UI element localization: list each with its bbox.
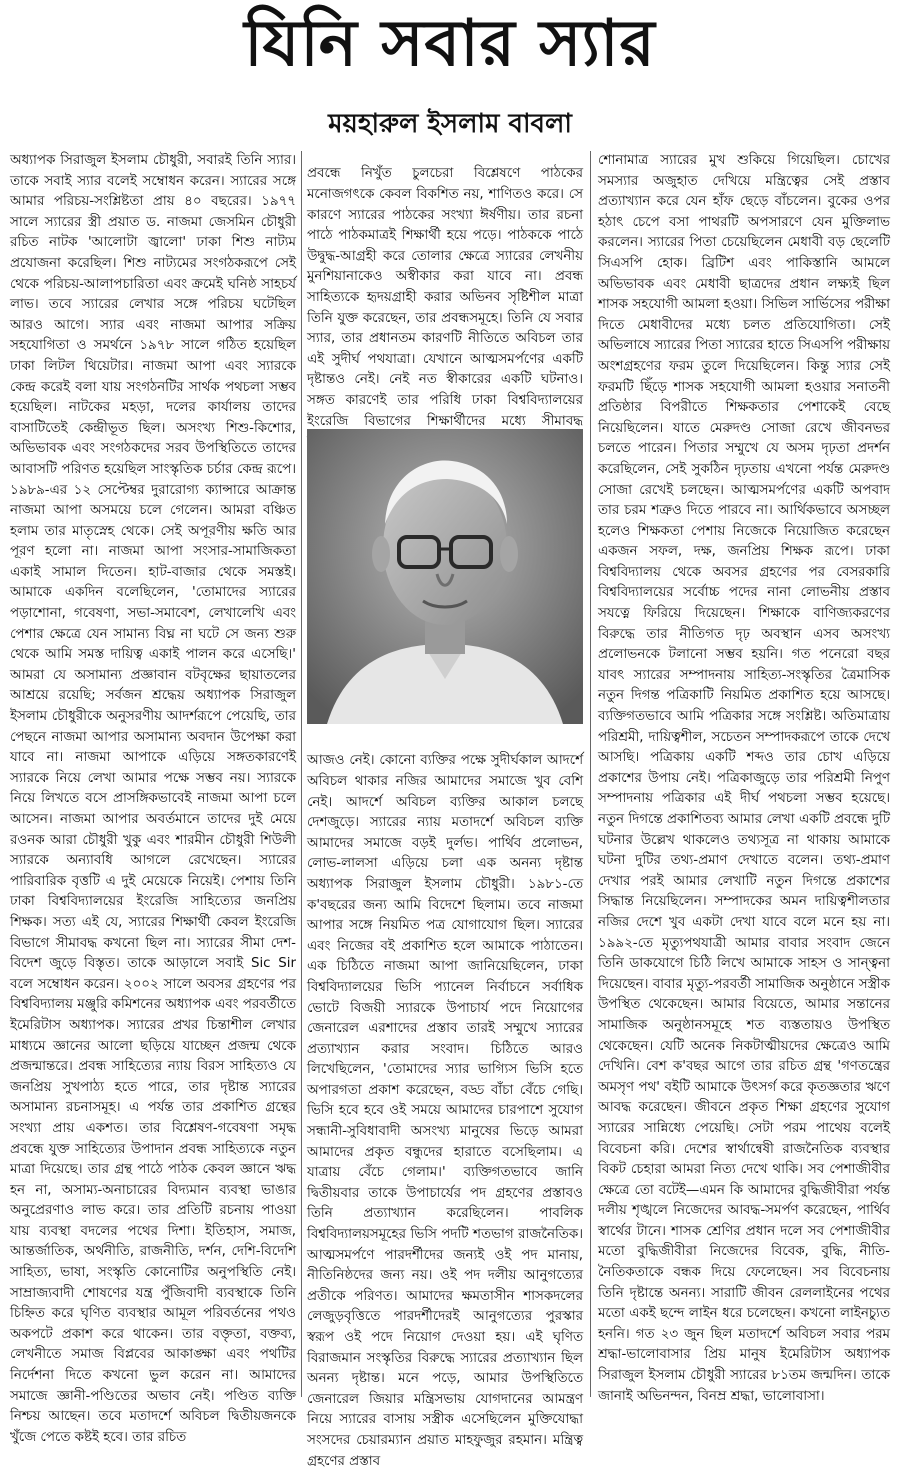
article-byline: ময়হারুল ইসলাম বাবলা (328, 109, 572, 139)
author-portrait-photo (307, 429, 583, 724)
column-divider (301, 151, 302, 1397)
article-title: যিনি সবার স্যার (244, 7, 656, 81)
portrait-image (307, 429, 583, 724)
column-2-bottom-text: আজও নেই। কোনো ব্যক্তির পক্ষে সুদীর্ঘকাল আদর্শে অবিচল থাকার নজির আমাদের সমাজে খুব বেশি নেই। আদর্শে অবিচল ব্যক্তির আকাল চলছে দেশজুড়ে। স্যারের ন্যায় মতাদর্শে অবিচল ব্যক্তি আমাদের সমাজে বড়ই দুর্লভ। পার্থিব প্রলোভন, লোভ-লালসা এড়িয়ে চলা এক অনন্য দৃষ্টান্ত অধ্যাপক সিরাজুল ইসলাম চৌধুরী। ১৯৮১-তে ক'বছরের জন্য আমি বিদেশে ছিলাম। তবে নাজমা আপার সঙ্গে নিয়মিত পত্র যোগাযোগ ছিল। স্যারের এবং নিজের বই প্রকাশিত হলে আমাকে পাঠাতেন। এক চিঠিতে নাজমা আপা জানিয়েছিলেন, ঢাকা বিশ্ববিদ্যালয়ের ভিসি প্যানেল নির্বাচনে সর্বাধিক ভোটে বিজয়ী স্যারকে উপাচার্য পদে নিয়োগের জেনারেল এরশাদের প্রস্তাব তারই সম্মুখে স্যারের প্রত্যাখ্যান করার সংবাদ। চিঠিতে আরও লিখেছিলেন, 'তোমাদের স্যার ভাগ্যিস ভিসি হতে অপারগতা প্রকাশ করেছেন, বড্ড বাঁচা বেঁচে গেছি। ভিসি হবে হবে ওই সময়ে আমাদের চারপাশে সুযোগ সন্ধানী-সুবিধাবাদী অসংখ্য মানুষের ভিড়ে আমরা আমাদের প্রকৃত বন্ধুদের হারাতে বসেছিলাম। এ যাত্রায় বেঁচে গেলাম।' ব্যক্তিগতভাবে জানি দ্বিতীয়বার তাকে উপাচার্যের পদ গ্রহণের প্রস্তাবও তিনি প্রত্যাখ্যান করেছিলেন। পাবলিক বিশ্ববিদ্যালয়সমূহের ভিসি পদটি শতভাগ রাজনৈতিক। আত্মসমর্পণে পারদর্শীদের জন্যই ওই পদ মানায়, নীতিনিষ্ঠদের জন্য নয়। ওই পদ দলীয় আনুগত্যের প্রতীকে পরিণত। আমাদের ক্ষমতাসীন শাসকদলের লেজুড়বৃত্তিতে পারদর্শীদেরই আনুগত্যের পুরস্কার স্বরূপ ওই পদে নিয়োগ দেওয়া হয়। এই ঘৃণিত বিরাজমান সংস্কৃতির বিরুদ্ধে স্যারের প্রত্যাখ্যান ছিল অনন্য দৃষ্টান্ত। মনে পড়ে, আমার উপস্থিতিতে জেনারেল জিয়ার মন্ত্রিসভায় যোগদানের আমন্ত্রণ নিয়ে স্যারের বাসায় সস্ত্রীক এসেছিলেন মুক্তিযোদ্ধা সংসদের চেয়ারম্যান প্রয়াত মাহফুজুর রহমান। মন্ত্রিত্ব গ্রহণের প্রস্তাব (307, 753, 583, 1469)
column-3-text: শোনামাত্র স্যারের মুখ শুকিয়ে গিয়েছিল। চোখের সমস্যার অজুহাত দেখিয়ে মন্ত্রিত্বের সেই প্রস্তাব প্রত্যাখ্যান করে যেন হাঁফ ছেড়ে বাঁচলেন। বুকের ওপর হঠাৎ চেপে বসা পাথরটি অপসারণে যেন মুক্তিলাভ করলেন। স্যারের পিতা চেয়েছিলেন মেধাবী বড় ছেলেটি সিএসপি হোক। ব্রিটিশ এবং পাকিস্তানি আমলে অভিভাবক এবং মেধাবী ছাত্রদের প্রধান লক্ষ্যই ছিল শাসক সহযোগী আমলা হওয়া। সিভিল সার্ভিসের পরীক্ষা দিতে মেধাবীদের মধ্যে চলত প্রতিযোগিতা। সেই অভিলাষে স্যারের পিতা স্যারের হাতে সিএসপি পরীক্ষায় অংশগ্রহণের ফরম তুলে দিয়েছিলেন। কিন্তু স্যার সেই ফরমটি ছিঁড়ে শাসক সহযোগী আমলা হওয়ার সনাতনী প্রতিষ্ঠার বিপরীতে শিক্ষকতার পেশাকেই বেছে নিয়েছিলেন। যাতে মেরুদণ্ড সোজা রেখে জীবনভর চলতে পারেন। পিতার সম্মুখে যে অসম দৃঢ়তা প্রদর্শন করেছিলেন, সেই সুকঠিন দৃঢ়তায় এখনো পর্যন্ত মেরুদণ্ড সোজা রেখেই চলছেন। আত্মসমর্পণের একটি অপবাদ তার চরম শত্রুও দিতে পারবে না। আর্থিকভাবে অসচ্ছল হলেও শিক্ষকতা পেশায় নিজেকে নিয়োজিত করেছেন একজন সফল, দক্ষ, জনপ্রিয় শিক্ষক রূপে। ঢাকা বিশ্ববিদ্যালয় থেকে অবসর গ্রহণের পর বেসরকারি বিশ্ববিদ্যালয়ের সর্বোচ্চ পদের নানা লোভনীয় প্রস্তাব সযত্নে ফিরিয়ে দিয়েছেন। শিক্ষাকে বাণিজ্যকরণের বিরুদ্ধে তার নীতিগত দৃঢ় অবস্থান এসব অসংখ্য প্রলোভনকে টলানো সম্ভব হয়নি। গত পনেরো বছর যাবৎ স্যারের সম্পাদনায় সাহিত্য-সংস্কৃতির ত্রৈমাসিক নতুন দিগন্ত পত্রিকাটি নিয়মিত প্রকাশিত হয়ে আসছে। ব্যক্তিগতভাবে আমি পত্রিকার সঙ্গে সংশ্লিষ্ট। অতিমাত্রায় পরিশ্রমী, দায়িত্বশীল, সচেতন সম্পাদকরূপে তাকে দেখে আসছি। পত্রিকায় একটি শব্দও তার চোখ এড়িয়ে প্রকাশের উপায় নেই। পত্রিকাজুড়ে তার পরিশ্রমী নিপুণ সম্পাদনায় পত্রিকার এই দীর্ঘ পথচলা সম্ভব হয়েছে। নতুন দিগন্তে প্রকাশিতব্য আমার লেখা একটি প্রবন্ধে দুটি ঘটনার উল্লেখ থাকলেও তথ্যসূত্র না থাকায় আমাকে ঘটনা দুটির তথ্য-প্রমাণ দেখাতে বলেন। তথ্য-প্রমাণ দেখার পরই আমার লেখাটি নতুন দিগন্তে প্রকাশের সিদ্ধান্ত নিয়েছিলেন। সম্পাদকের অমন দায়িত্বশীলতার নজির দেশে খুব একটা দেখা যাবে বলে মনে হয় না। ১৯৯২-তে মৃত্যুপথযাত্রী আমার বাবার সংবাদ জেনে তিনি ডাকযোগে চিঠি লিখে আমাকে সাহস ও সান্ত্বনা দিয়েছেন। বাবার মৃত্যু-পরবর্তী সামাজিক অনুষ্ঠানে সস্ত্রীক উপস্থিত থেকেছেন। আমার বিয়েতে, আমার সন্তানের সামাজিক অনুষ্ঠানসমূহে শত ব্যস্ততায়ও উপস্থিত থেকেছেন। যেটি অনেক নিকটাত্মীয়দের ক্ষেত্রেও আমি দেখিনি। বেশ ক'বছর আগে তার রচিত গ্রন্থ 'গণতন্ত্রের অমসৃণ পথ' বইটি আমাকে উৎসর্গ করে কৃতজ্ঞতার ঋণে আবদ্ধ করেছেন। জীবনে প্রকৃত শিক্ষা গ্রহণের সুযোগ স্যারের সান্নিধ্যে পেয়েছি। সেটা পরম পাথেয় বলেই বিবেচনা করি। দেশের স্বার্থান্বেষী রাজনৈতিক ব্যবস্থার বিকট চেহারা আমরা নিত্য দেখে থাকি। সব পেশাজীবীর ক্ষেত্রে তো বটেই—এমন কি আমাদের বুদ্ধিজীবীরা পর্যন্ত দলীয় শৃঙ্খলে নিজেদের আবদ্ধ-সমর্পণ করেছেন, পার্থিব স্বার্থের টানে। শাসক শ্রেণির প্রধান দলে সব পেশাজীবীর মতো বুদ্ধিজীবীরা নিজেদের বিবেক, বুদ্ধি, নীতি-নৈতিকতাকে বন্ধক দিয়ে ফেলেছেন। সব বিবেচনায় তিনি দৃষ্টান্তে অনন্য। সারাটি জীবন রেললাইনের পথের মতো একই ছন্দে লাইন ধরে চলেছেন। কখনো লাইনচ্যুত হননি। গত ২৩ জুন ছিল মতাদর্শে অবিচল সবার পরম শ্রদ্ধা-ভালোবাসার প্রিয় মানুষ ইমেরিটাস অধ্যাপক সিরাজুল ইসলাম চৌধুরী স্যারের ৮১তম জন্মদিন। তাকে জানাই অভিনন্দন, বিনম্র শ্রদ্ধা, ভালোবাসা। (598, 153, 890, 1404)
article-column-2-top (307, 151, 583, 429)
column-divider (590, 151, 591, 1397)
column-2-top-text: প্রবন্ধে নিখুঁত চুলচেরা বিশ্লেষণে পাঠকের মনোজগৎকে কেবল বিকশিত নয়, শাণিতও করে। সে কারণে স্যারের পাঠকের সংখ্যা ঈর্ষণীয়। তার রচনা পাঠে পাঠকমাত্রই শিক্ষার্থী হয়ে পড়ে। পাঠককে পাঠে উদ্বুদ্ধ-আগ্রহী করে তোলার ক্ষেত্রে স্যারের লেখনীয় মুনশিয়ানাকেও অস্বীকার করা যাবে না। প্রবন্ধ সাহিত্যকে হৃদয়গ্রাহী করার অভিনব সৃষ্টিশীল মাত্রা তিনি যুক্ত করেছেন, তার প্রবন্ধসমূহে। তিনি যে সবার স্যার, তার প্রধানতম কারণটি নীতিতে অবিচল তার এই সুদীর্ঘ পথযাত্রা। যেখানে আত্মসমর্পণের একটি দৃষ্টান্তও নেই। নেই নত স্বীকারের একটি ঘটনাও। সঙ্গত কারণেই তার পরিধি ঢাকা বিশ্ববিদ্যালয়ের ইংরেজি বিভাগের শিক্ষার্থীদের মধ্যে সীমাবদ্ধ (307, 166, 583, 429)
article-column-1 (10, 151, 296, 1445)
article-column-3 (598, 151, 890, 1404)
article-column-2-bottom (307, 738, 583, 1469)
column-1-text: অধ্যাপক সিরাজুল ইসলাম চৌধুরী, সবারই তিনি স্যার। তাকে সবাই স্যার বলেই সম্বোধন করেন। স্যারের সঙ্গে আমার পরিচয়-সংশ্লিষ্টতা প্রায় ৪০ বছরের। ১৯৭৭ সালে স্যারের স্ত্রী প্রয়াত ড. নাজমা জেসমিন চৌধুরী রচিত নাটক 'আলোটা জ্বালো' ঢাকা শিশু নাট্যম প্রযোজনা করেছিল। শিশু নাট্যমের সংগঠকরূপে সেই থেকে পরিচয়-আলাপচারিতা এবং ক্রমেই ঘনিষ্ঠ সাহচর্য লাভ। তবে স্যারের লেখার সঙ্গে পরিচয় ঘটেছিল আরও আগে। স্যার এবং নাজমা আপার সক্রিয় সহযোগিতা ও সমর্থনে ১৯৭৮ সালে গঠিত হয়েছিল ঢাকা লিটল থিয়েটার। নাজমা আপা এবং স্যারকে কেন্দ্র করেই বলা যায় সংগঠনটির সার্থক পথচলা সম্ভব হয়েছিল। নাটকের মহড়া, দলের কার্যালয় তাদের বাসাটিতেই কেন্দ্রীভূত ছিল। অসংখ্য শিশু-কিশোর, অভিভাবক এবং সংগঠকদের সরব উপস্থিতিতে তাদের আবাসটি পরিণত হয়েছিল সাংস্কৃতিক চর্চার কেন্দ্র রূপে। ১৯৮৯-এর ১২ সেপ্টেম্বর দুরারোগ্য ক্যান্সারে আক্রান্ত নাজমা আপা অসময়ে চলে গেলেন। আমরা বঞ্চিত হলাম তার মাতৃস্নেহ থেকে। সেই অপূরণীয় ক্ষতি আর পূরণ হলো না। নাজমা আপা সংসার-সামাজিকতা একাই সামাল দিতেন। হাট-বাজার থেকে সমস্তই। আমাকে একদিন বলেছিলেন, 'তোমাদের স্যারের পড়াশোনা, গবেষণা, সভা-সমাবেশ, লেখালেখি এবং পেশার ক্ষেত্রে যেন সামান্য বিঘ্ন না ঘটে সে জন্য শুরু থেকে আমি সমস্ত দায়িত্ব একাই পালন করে এসেছি।' আমরা যে অসামান্য প্রজ্ঞাবান বটবৃক্ষের ছায়াতলের আশ্রয়ে রয়েছি; সর্বজন শ্রদ্ধেয় অধ্যাপক সিরাজুল ইসলাম চৌধুরীকে অনুসরণীয় আদর্শরূপে পেয়েছি, তার পেছনে নাজমা আপার অসামান্য অবদান উপেক্ষা করা যাবে না। নাজমা আপাকে এড়িয়ে সঙ্গতকারণেই স্যারকে নিয়ে লেখা আমার পক্ষে সম্ভব নয়। স্যারকে নিয়ে লিখতে বসে প্রাসঙ্গিকভাবেই নাজমা আপা চলে আসেন। নাজমা আপার অবর্তমানে তাদের দুই মেয়ে রওনক আরা চৌধুরী খুকু এবং শারমীন চৌধুরী শিউলী স্যারকে অন্যাবধি আগলে রেখেছেন। স্যারের পারিবারিক বৃত্তটি এ দুই মেয়েকে নিয়েই। পেশায় তিনি ঢাকা বিশ্ববিদ্যালয়ের ইংরেজি সাহিত্যের জনপ্রিয় শিক্ষক। সত্য এই যে, স্যারের শিক্ষার্থী কেবল ইংরেজি বিভাগে সীমাবদ্ধ কখনো ছিল না। স্যারের সীমা দেশ-বিদেশ জুড়ে বিস্তৃত। তাকে আড়ালে সবাই Sic Sir বলে সম্বোধন করেন। ২০০২ সালে অবসর গ্রহণের পর বিশ্ববিদ্যালয় মঞ্জুরি কমিশনের অধ্যাপক এবং পরবর্তীতে ইমেরিটাস অধ্যাপক। স্যারের প্রখর চিন্তাশীল লেখার মাধ্যমে জ্ঞানের আলো ছড়িয়ে যাচ্ছেন প্রজন্ম থেকে প্রজন্মান্তরে। প্রবন্ধ সাহিত্যের ন্যায় বিরস সাহিত্যও যে জনপ্রিয় সুখপাঠ্য হতে পারে, তার দৃষ্টান্ত স্যারের অসামান্য রচনাসমূহ। এ পর্যন্ত তার প্রকাশিত গ্রন্থের সংখ্যা প্রায় একশত। তার বিশ্লেষণ-গবেষণা সমৃদ্ধ প্রবন্ধে যুক্ত সাহিত্যের উপাদান প্রবন্ধ সাহিত্যকে নতুন মাত্রা দিয়েছে। তার গ্রন্থ পাঠে পাঠক কেবল জ্ঞানে ঋদ্ধ হন না, অসাম্য-অনাচারের বিদ্যমান ব্যবস্থা ভাঙার অনুপ্রেরণাও লাভ করে। তার প্রতিটি রচনায় পাওয়া যায় ব্যবস্থা বদলের পথের দিশা। ইতিহাস, সমাজ, আন্তর্জাতিক, অর্থনীতি, রাজনীতি, দর্শন, দেশি-বিদেশি সাহিত্য, ভাষা, সংস্কৃতি কোনোটির অনুপস্থিতি নেই। সাম্রাজ্যবাদী শোষণের যন্ত্র পুঁজিবাদী ব্যবস্থাকে তিনি চিহ্নিত করে ঘৃণিত ব্যবস্থার আমূল পরিবর্তনের পথও অকপটে প্রকাশ করে থাকেন। তার বক্তৃতা, বক্তব্য, লেখনীতে সমাজ বিপ্লবের আকাঙ্ক্ষা এবং পথটির নির্দেশনা দিতে কখনো ভুল করেন না। আমাদের সমাজে জ্ঞানী-পণ্ডিতের অভাব নেই। পণ্ডিত ব্যক্তি নিশ্চয় আছেন। তবে মতাদর্শে অবিচল দ্বিতীয়জনকে খুঁজে পেতে কষ্টই হবে। তার রচিত (10, 153, 296, 1445)
